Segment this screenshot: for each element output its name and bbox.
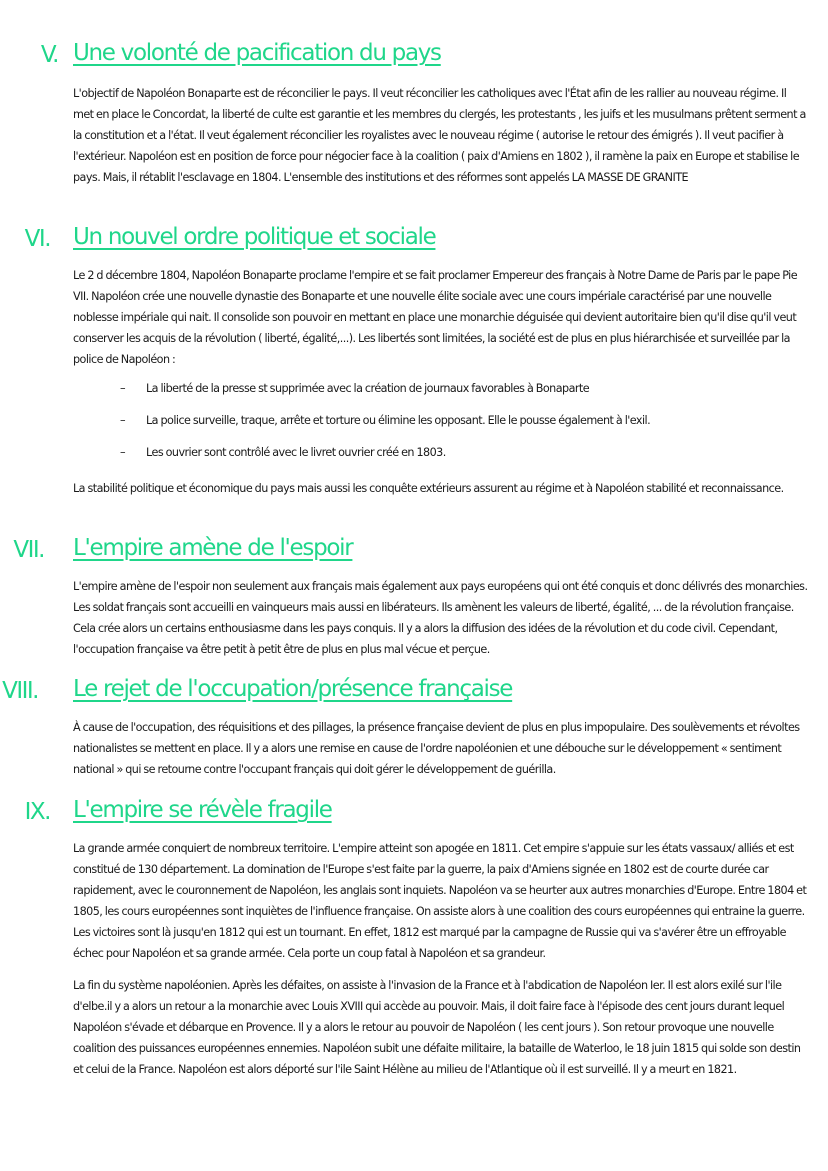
paragraph: La stabilité politique et économique du pays mais aussi les conquête extérieurs assurent au régime et à Napoléon stabilité et reconnaissance. xyxy=(73,481,784,495)
list-item xyxy=(120,379,828,411)
paragraph: La grande armée conquiert de nombreux territoire. L'empire atteint son apogée en 1811. Cet empire s'appuie sur les états vassaux/ alliés et est constitué de 130 département. La domination de l'Europe s'est faite par la guerre, la paix d'Amiens signée en 1802 est de courte durée car rapidement, avec le couronnement de Napoléon, les anglais sont inquiets. Napoléon va se heurter aux autres monarchies d'Europe. Entre 1804 et 1805, les cours européennes sont inquiètes de l'influence française. On assiste alors à une coalition des cours européennes qui entraine la guerre. Les victoires sont là jusqu'en 1812 qui est un tournant. En effet, 1812 est marqué par la campagne de Russie qui va s'avérer être un effroyable échec pour Napoléon et sa grande armée. Cela porte un coup fatal à Napoléon et sa grandeur. xyxy=(73,842,807,960)
section-vii xyxy=(0,535,828,661)
section-title: Une volonté de pacification du pays xyxy=(73,40,441,66)
section-v xyxy=(0,40,828,189)
paragraph: À cause de l'occupation, des réquisitions et des pillages, la présence française devient de plus en plus impopulaire. Des soulèvements et révoltes nationalistes se mettent en place. Il y a alors une remise en cause de l'ordre napoléonien et une débouche sur le développement « sentiment national » qui se retourne contre l'occupant français qui doit gérer le développement de guérilla. xyxy=(73,721,800,776)
paragraph: La fin du système napoléonien. Après les défaites, on assiste à l'invasion de la France et à l'abdication de Napoléon Ier. Il est alors exilé sur l'ile d'elbe.il y a alors un retour a la monarchie avec Louis XVIII qui accède au pouvoir. Mais, il doit faire face à l'épisode des cent jours durant lequel Napoléon s'évade et débarque en Provence. Il y a alors le retour au pouvoir de Napoléon ( les cent jours ). Son retour provoque une nouvelle coalition des puissances européennes ennemies. Napoléon subit une défaite militaire, la bataille de Waterloo, le 18 juin 1815 qui solde son destin et celui de la France. Napoléon est alors déporté sur l'ile Saint Hélène au milieu de l'Atlantique où il est surveillé. Il y a meurt en 1821. xyxy=(73,979,801,1077)
bullet-dash: – xyxy=(120,381,126,395)
section-vi xyxy=(0,224,828,499)
section-ix xyxy=(0,797,828,1081)
section-title: Un nouvel ordre politique et sociale xyxy=(73,224,436,250)
section-numeral: V. xyxy=(40,42,58,68)
list-item xyxy=(120,411,828,443)
list-item-text: Les ouvrier sont contrôlé avec le livret ouvrier créé en 1803. xyxy=(146,445,446,459)
section-title: L'empire se révèle fragile xyxy=(73,797,332,823)
list-item xyxy=(120,443,828,475)
section-numeral: VI. xyxy=(24,226,50,252)
section-numeral: IX. xyxy=(24,799,50,825)
paragraph: Le 2 d décembre 1804, Napoléon Bonaparte proclame l'empire et se fait proclamer Empereur des français à Notre Dame de Paris par le pape Pie VII. Napoléon crée une nouvelle dynastie des Bonaparte et une nouvelle élite sociale avec une cours impériale caractérisé par une nouvelle noblesse impériale qui nait. Il consolide son pouvoir en mettant en place une monarchie déguisée qui devient autoritaire bien qu'il dise qu'il veut conserver les acquis de la révolution ( liberté, égalité,...). Les libertés sont limitées, la société est de plus en plus hiérarchisée et surveillée par la police de Napoléon : xyxy=(73,269,798,366)
list-item-text: La liberté de la presse st supprimée avec la création de journaux favorables à Bonaparte xyxy=(146,381,590,395)
section-heading xyxy=(0,797,828,833)
bullet-dash: – xyxy=(120,445,126,459)
section-heading xyxy=(0,535,828,571)
paragraph: L'objectif de Napoléon Bonaparte est de réconcilier le pays. Il veut réconcilier les catholiques avec l'État afin de les rallier au nouveau régime. Il met en place le Concordat, la liberté de culte est garantie et les membres du clergés, les protestants , les juifs et les musulmans prêtent serment a la constitution et a l'état. Il veut également réconcilier les royalistes avec le nouveau régime ( autorise le retour des émigrés ). Il veut pacifier à l'extérieur. Napoléon est en position de force pour négocier face à la coalition ( paix d'Amiens en 1802 ), il ramène la paix en Europe et stabilise le pays. Mais, il rétablit l'esclavage en 1804. L'ensemble des institutions et des réformes sont appelés LA MASSE DE GRANITE xyxy=(73,87,806,184)
section-viii xyxy=(0,676,828,781)
section-numeral: VII. xyxy=(13,537,44,563)
list-item-text: La police surveille, traque, arrête et torture ou élimine les opposant. Elle le pousse également à l'exil. xyxy=(146,413,651,427)
section-title: L'empire amène de l'espoir xyxy=(73,535,353,561)
section-numeral: VIII. xyxy=(2,678,38,704)
bullet-dash: – xyxy=(120,413,126,427)
section-heading xyxy=(0,40,828,76)
paragraph: L'empire amène de l'espoir non seulement aux français mais également aux pays européens qui ont été conquis et donc délivrés des monarchies. Les soldat français sont accueilli en vainqueurs mais aussi en libérateurs. Ils amènent les valeurs de liberté, égalité, ... de la révolution française. Cela crée alors un certains enthousiasme dans les pays conquis. Il y a alors la diffusion des idées de la révolution et du code civil. Cependant, l'occupation française va être petit à petit être de plus en plus mal vécue et perçue. xyxy=(73,580,808,656)
section-heading xyxy=(0,676,828,712)
bullet-list xyxy=(0,379,828,475)
section-heading xyxy=(0,224,828,260)
section-title: Le rejet de l'occupation/présence française xyxy=(73,676,513,702)
